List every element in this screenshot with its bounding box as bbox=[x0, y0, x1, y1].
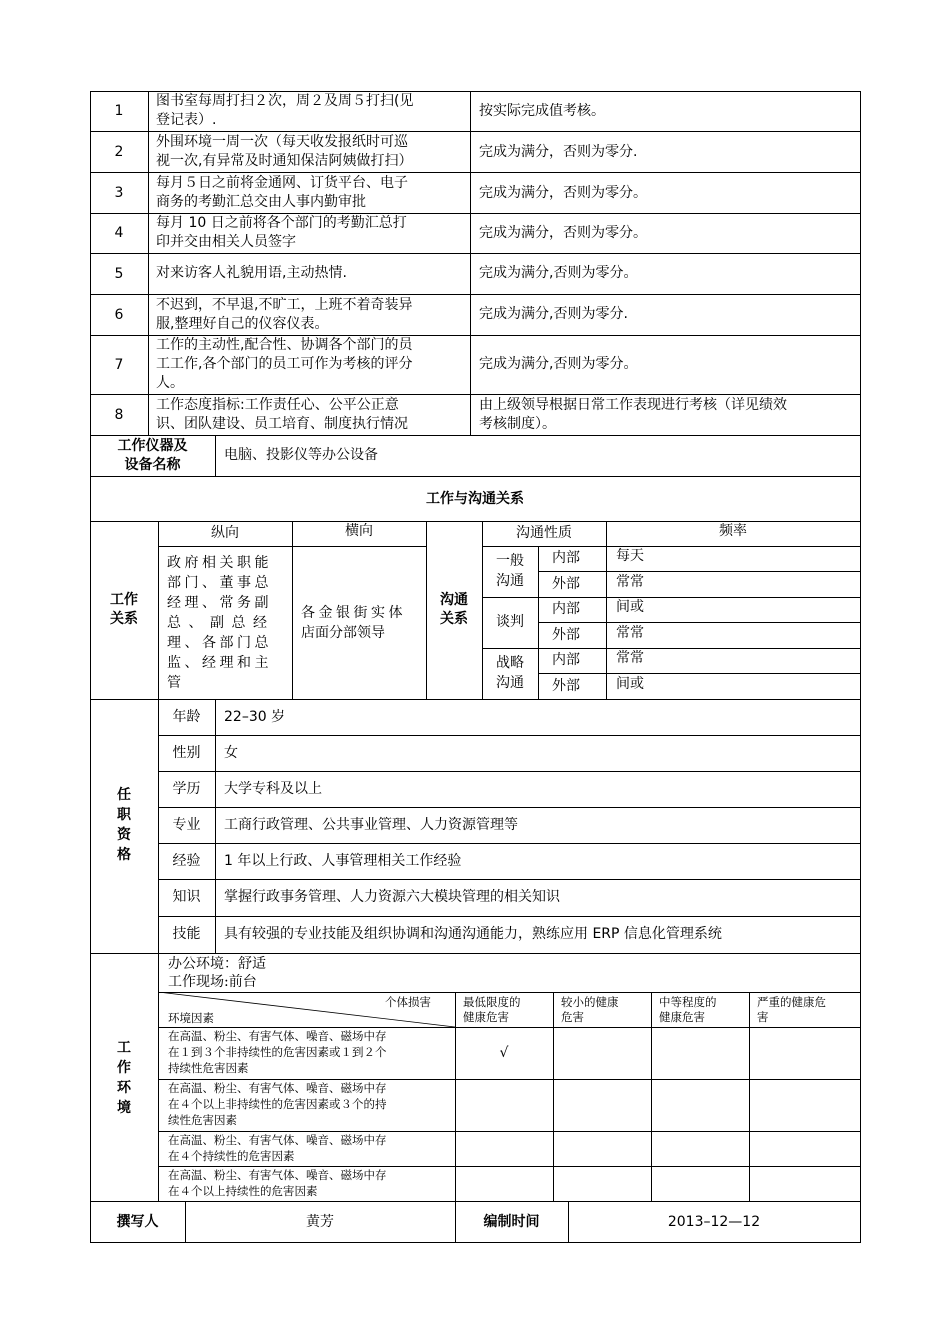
kpi-task: 每月 10 日之前将各个部门的考勤汇总打 bbox=[156, 215, 407, 231]
kpi-task: 工作态度指标:工作责任心、公平公正意 bbox=[156, 397, 399, 413]
vertical-relations-text: 管 bbox=[167, 675, 181, 691]
comm-scope: 内部 bbox=[552, 652, 580, 668]
qualification-value: 具有较强的专业技能及组织协调和沟通沟通能力，熟练应用 ERP 信息化管理系统 bbox=[224, 926, 722, 942]
comm-scope: 内部 bbox=[552, 550, 580, 566]
kpi-task: 服,整理好自己的仪容仪表。 bbox=[156, 316, 329, 332]
checkmark: √ bbox=[499, 1045, 509, 1061]
work-relation-label: 关系 bbox=[110, 611, 138, 627]
author-label: 撰写人 bbox=[116, 1214, 159, 1230]
kpi-task: 不迟到，不早退,不旷工，上班不着奇装异 bbox=[156, 297, 413, 313]
kpi-row-number: 5 bbox=[114, 266, 124, 282]
vertical-relations-text: 理、各部门总 bbox=[167, 635, 272, 651]
kpi-criteria: 按实际完成值考核。 bbox=[479, 103, 605, 119]
hazard-row-text: 在４个以上非持续性的危害因素或３个的持 bbox=[168, 1097, 387, 1111]
qualification-key: 年龄 bbox=[172, 709, 201, 725]
kpi-criteria: 完成为满分,否则为零分. bbox=[479, 306, 628, 322]
hazard-row-text: 持续性危害因素 bbox=[168, 1061, 249, 1075]
hazard-col-header: 中等程度的 bbox=[659, 995, 717, 1009]
comm-frequency: 常常 bbox=[616, 650, 644, 666]
vertical-header: 纵向 bbox=[211, 525, 239, 541]
hazard-row-text: 在１到３个非持续性的危害因素或１到２个 bbox=[168, 1045, 387, 1059]
hazard-col-header: 严重的健康危 bbox=[757, 995, 826, 1009]
kpi-criteria: 考核制度）。 bbox=[479, 416, 556, 432]
comm-relation-label: 关系 bbox=[440, 611, 468, 627]
qualification-key: 专业 bbox=[172, 817, 201, 833]
kpi-criteria: 由上级领导根据日常工作表现进行考核（详见绩效 bbox=[479, 397, 787, 413]
qualification-key: 经验 bbox=[172, 853, 201, 869]
diagonal-header-bottom: 环境因素 bbox=[168, 1011, 214, 1025]
kpi-task: 登记表）. bbox=[156, 112, 217, 128]
hazard-col-header: 最低限度的 bbox=[463, 995, 521, 1009]
qualification-key: 知识 bbox=[172, 889, 201, 905]
environment-label: 境 bbox=[117, 1100, 131, 1116]
kpi-task: 工工作,各个部门的员工可作为考核的评分 bbox=[156, 356, 413, 372]
hazard-row-text: 续性危害因素 bbox=[168, 1113, 237, 1127]
qualification-label: 职 bbox=[117, 807, 131, 823]
comm-scope: 外部 bbox=[552, 576, 580, 592]
hazard-col-header: 健康危害 bbox=[659, 1010, 705, 1024]
comm-type: 谈判 bbox=[496, 614, 524, 630]
qualification-label: 资 bbox=[117, 827, 131, 843]
vertical-relations-text: 政府相关职能 bbox=[167, 555, 272, 571]
hazard-row-text: 在高温、粉尘、有害气体、噪音、磁场中存 bbox=[168, 1168, 387, 1182]
kpi-criteria: 完成为满分，否则为零分。 bbox=[479, 185, 647, 201]
kpi-task: 印并交由相关人员签字 bbox=[156, 234, 296, 250]
environment-label: 作 bbox=[117, 1060, 131, 1076]
qualification-label: 任 bbox=[117, 787, 131, 803]
qualification-value: 掌握行政事务管理、人力资源六大模块管理的相关知识 bbox=[224, 889, 560, 905]
diagonal-header-top: 个体损害 bbox=[385, 995, 431, 1009]
kpi-task: 识、团队建设、员工培育、制度执行情况 bbox=[156, 416, 408, 432]
kpi-task: 每月５日之前将金通网、订货平台、电子 bbox=[156, 175, 408, 191]
comm-scope: 内部 bbox=[552, 601, 580, 617]
section-title: 工作与沟通关系 bbox=[426, 491, 524, 507]
equipment-label: 设备名称 bbox=[124, 457, 181, 473]
comm-scope: 外部 bbox=[552, 627, 580, 643]
qualification-label: 格 bbox=[117, 847, 131, 863]
environment-label: 工 bbox=[117, 1040, 131, 1056]
kpi-task: 图书室每周打扫２次，周２及周５打扫(见 bbox=[156, 93, 414, 109]
comm-frequency: 每天 bbox=[616, 548, 644, 564]
date-value: 2013–12—12 bbox=[667, 1214, 761, 1230]
office-environment: 办公环境：舒适 bbox=[168, 956, 266, 972]
kpi-row-number: 8 bbox=[114, 407, 124, 423]
hazard-col-header: 危害 bbox=[561, 1010, 584, 1024]
kpi-row-number: 7 bbox=[114, 357, 124, 373]
qualification-key: 性别 bbox=[172, 745, 201, 761]
kpi-task: 商务的考勤汇总交由人事内勤审批 bbox=[156, 194, 366, 210]
horizontal-relations-text: 店面分部领导 bbox=[301, 625, 385, 641]
kpi-row-number: 6 bbox=[114, 307, 124, 323]
vertical-relations-text: 经理、常务副 bbox=[167, 595, 272, 611]
kpi-task: 对来访客人礼貌用语,主动热情. bbox=[156, 265, 347, 281]
vertical-relations-text: 部门、董事总 bbox=[167, 575, 272, 591]
comm-frequency: 常常 bbox=[616, 625, 644, 641]
qualification-value: 1 年以上行政、人事管理相关工作经验 bbox=[224, 853, 462, 869]
work-relation-label: 工作 bbox=[110, 592, 138, 608]
hazard-row-text: 在高温、粉尘、有害气体、噪音、磁场中存 bbox=[168, 1133, 387, 1147]
kpi-criteria: 完成为满分，否则为零分。 bbox=[479, 225, 647, 241]
hazard-row-text: 在４个持续性的危害因素 bbox=[168, 1149, 295, 1163]
qualification-key: 技能 bbox=[172, 926, 201, 942]
environment-label: 环 bbox=[117, 1080, 131, 1096]
hazard-col-header: 较小的健康 bbox=[561, 995, 619, 1009]
work-site: 工作现场:前台 bbox=[168, 974, 257, 990]
kpi-task: 工作的主动性,配合性、协调各个部门的员 bbox=[156, 337, 413, 353]
kpi-task: 视一次,有异常及时通知保洁阿姨做打扫） bbox=[156, 153, 413, 169]
kpi-row-number: 1 bbox=[114, 103, 124, 119]
qualification-value: 工商行政管理、公共事业管理、人力资源管理等 bbox=[224, 817, 518, 833]
date-label: 编制时间 bbox=[483, 1214, 540, 1230]
vertical-relations-text: 总、副总经 bbox=[167, 615, 275, 631]
kpi-row-number: 4 bbox=[114, 225, 124, 241]
hazard-col-header: 害 bbox=[757, 1010, 769, 1024]
comm-scope: 外部 bbox=[552, 678, 580, 694]
qualification-value: 大学专科及以上 bbox=[224, 781, 322, 797]
kpi-row-number: 2 bbox=[114, 144, 124, 160]
comm-frequency: 常常 bbox=[616, 574, 644, 590]
hazard-row-text: 在高温、粉尘、有害气体、噪音、磁场中存 bbox=[168, 1081, 387, 1095]
vertical-relations-text: 监、经理和主 bbox=[167, 655, 272, 671]
comm-type: 战略 bbox=[496, 655, 524, 671]
comm-frequency: 间或 bbox=[616, 676, 644, 692]
qualification-value: 22–30 岁 bbox=[224, 709, 286, 725]
kpi-task: 人。 bbox=[156, 375, 184, 391]
author-name: 黄芳 bbox=[306, 1214, 334, 1230]
comm-relation-label: 沟通 bbox=[440, 592, 468, 608]
kpi-criteria: 完成为满分，否则为零分. bbox=[479, 144, 638, 160]
kpi-criteria: 完成为满分,否则为零分。 bbox=[479, 265, 638, 281]
hazard-row-text: 在４个以上持续性的危害因素 bbox=[168, 1184, 318, 1198]
comm-frequency: 间或 bbox=[616, 599, 644, 615]
comm-type: 沟通 bbox=[496, 675, 524, 691]
qualification-value: 女 bbox=[224, 745, 238, 761]
comm-type: 一般 bbox=[496, 553, 524, 569]
qualification-key: 学历 bbox=[172, 781, 201, 797]
comm-nature-header: 沟通性质 bbox=[516, 525, 572, 541]
kpi-row-number: 3 bbox=[114, 185, 124, 201]
hazard-row-text: 在高温、粉尘、有害气体、噪音、磁场中存 bbox=[168, 1029, 387, 1043]
kpi-task: 外围环境一周一次（每天收发报纸时可巡 bbox=[156, 134, 408, 150]
horizontal-relations-text: 各金银街实体 bbox=[301, 605, 406, 621]
horizontal-header: 横向 bbox=[345, 523, 373, 539]
hazard-col-header: 健康危害 bbox=[463, 1010, 509, 1024]
frequency-header: 频率 bbox=[719, 523, 747, 539]
comm-type: 沟通 bbox=[496, 573, 524, 589]
kpi-criteria: 完成为满分,否则为零分。 bbox=[479, 356, 638, 372]
equipment-value: 电脑、投影仪等办公设备 bbox=[224, 447, 378, 463]
equipment-label: 工作仪器及 bbox=[117, 438, 188, 454]
